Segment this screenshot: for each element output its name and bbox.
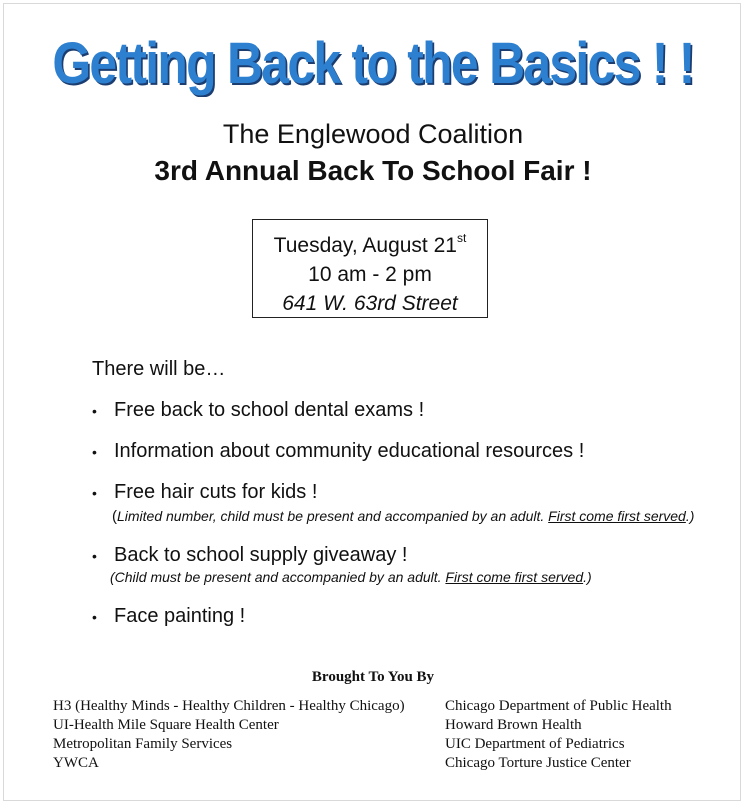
intro-text: There will be…	[92, 358, 226, 380]
sponsor-item: H3 (Healthy Minds - Healthy Children - Healthy Chicago)	[53, 698, 405, 714]
flyer-headline: Getting Back to the Basics ! !	[52, 31, 694, 96]
sponsor-item: UIC Department of Pediatrics	[445, 736, 625, 752]
bullet-icon: •	[92, 485, 97, 501]
bullet-icon: •	[92, 403, 97, 419]
sponsor-item: YWCA	[53, 755, 99, 771]
event-time: 10 am - 2 pm	[308, 263, 432, 286]
sponsor-item: Chicago Torture Justice Center	[445, 755, 631, 771]
sponsors-left-column	[53, 697, 405, 773]
event-title: 3rd Annual Back To School Fair !	[154, 155, 592, 186]
sponsors-heading: Brought To You By	[311, 669, 435, 685]
organization-name: The Englewood Coalition	[222, 119, 524, 149]
sponsor-item: Chicago Department of Public Health	[445, 698, 672, 714]
bullet-icon: •	[92, 548, 97, 564]
sponsor-item: UI-Health Mile Square Health Center	[53, 717, 279, 733]
haircut-note: (Limited number, child must be present and accompanied by an adult. First come first served.)	[112, 508, 695, 525]
event-date: Tuesday, August 21st	[273, 231, 467, 257]
event-info-box	[252, 219, 488, 318]
bullet-icon: •	[92, 609, 97, 625]
sponsor-item: Howard Brown Health	[445, 717, 582, 733]
event-address: 641 W. 63rd Street	[282, 292, 458, 315]
sponsor-item: Metropolitan Family Services	[53, 736, 233, 752]
supply-note: (Child must be present and accompanied by an adult. First come first served.)	[110, 569, 592, 585]
bullet-icon: •	[92, 444, 97, 460]
sponsors-right-column	[445, 697, 672, 773]
